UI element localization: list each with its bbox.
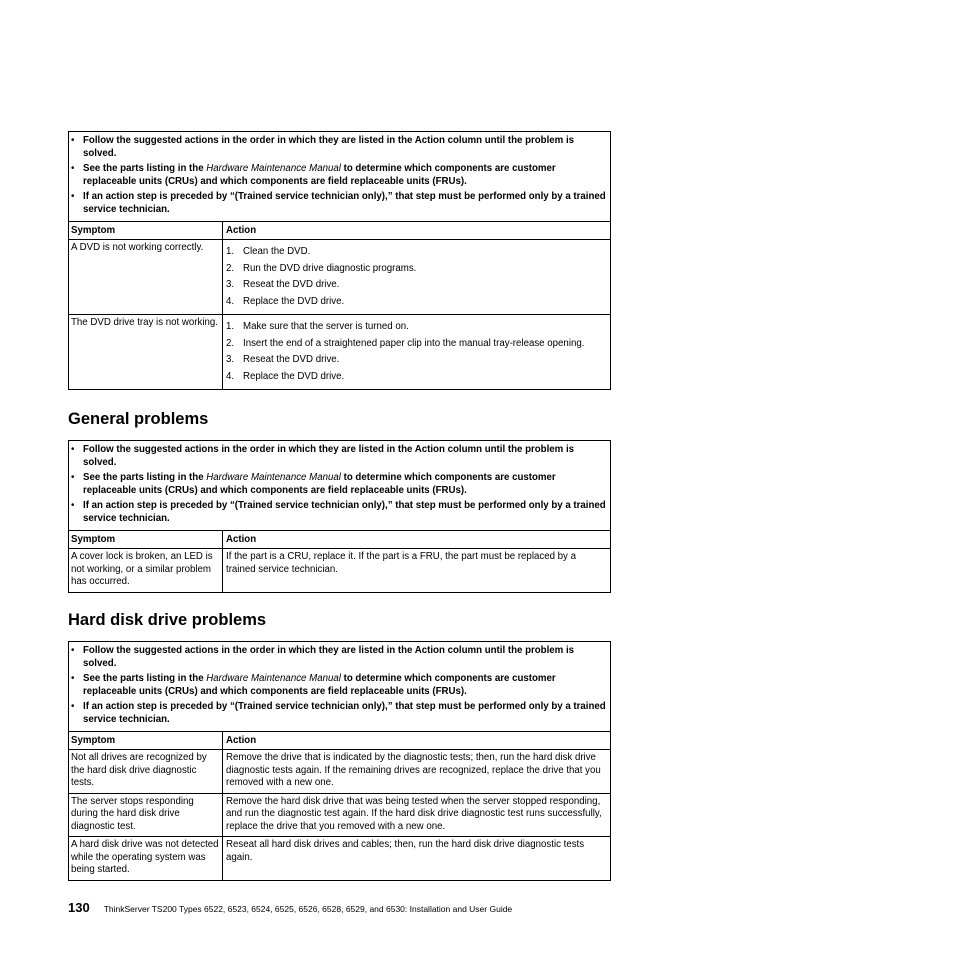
action-step: 1. Clean the DVD. <box>226 246 311 257</box>
manual-title: Hardware Maintenance Manual <box>206 163 341 174</box>
action-cell: Remove the drive that is indicated by the diagnostic tests; then, run the hard disk drive diagnostic tests again. If the remaining drives are recognized, replace the drive that you removed with a new one. <box>226 752 601 788</box>
note-item: • If an action step is preceded by “(Trained service technician only),” that step must be performed only by a trained service technician. <box>71 500 606 524</box>
table-row <box>69 315 610 389</box>
action-step: 4. Replace the DVD drive. <box>226 370 345 382</box>
action-cell: If the part is a CRU, replace it. If the part is a FRU, the part must be replaced by a trained service technician. <box>226 551 576 575</box>
table-header <box>69 222 610 240</box>
symptom-cell: A DVD is not working correctly. <box>69 240 223 314</box>
table-notes <box>69 441 610 531</box>
note-item: • See the parts listing in the Hardware Maintenance Manual to determine which components are customer replaceable units (CRUs) and which components are field replaceable units (FRUs). <box>71 673 556 697</box>
symptom-header: Symptom <box>69 222 223 239</box>
action-cell <box>223 240 610 314</box>
hdd-problems-table <box>68 641 611 881</box>
table-row <box>69 837 610 880</box>
table-row <box>69 240 610 315</box>
action-cell: Remove the hard disk drive that was being tested when the server stopped responding, and run the diagnostic test again. If the hard disk drive diagnostic test runs successfully, replace the drive that you removed with a new one. <box>226 795 602 832</box>
table-header <box>69 732 610 750</box>
action-cell <box>223 315 610 389</box>
symptom-cell: A hard disk drive was not detected while the operating system was being started. <box>69 837 223 880</box>
action-step: 4. Replace the DVD drive. <box>226 295 345 307</box>
document-title: ThinkServer TS200 Types 6522, 6523, 6524, 6525, 6526, 6528, 6529, and 6530: Installation and User Guide <box>103 904 513 914</box>
table-notes <box>69 642 610 732</box>
symptom-cell: The DVD drive tray is not working. <box>69 315 223 389</box>
table-row <box>69 750 610 794</box>
table-row <box>69 794 610 838</box>
note-item: • Follow the suggested actions in the order in which they are listed in the Action column until the problem is solved. <box>71 645 575 669</box>
table-row <box>69 549 610 592</box>
manual-title: Hardware Maintenance Manual <box>206 673 341 684</box>
note-item: • If an action step is preceded by “(Trained service technician only),” that step must be performed only by a trained service technician. <box>71 701 606 725</box>
symptom-cell: The server stops responding during the hard disk drive diagnostic test. <box>69 794 223 837</box>
action-header: Action <box>226 735 257 746</box>
action-step: 3. Reseat the DVD drive. <box>226 354 340 365</box>
note-item: • Follow the suggested actions in the order in which they are listed in the Action column until the problem is solved. <box>71 444 575 468</box>
action-cell: Reseat all hard disk drives and cables; then, run the hard disk drive diagnostic tests again. <box>226 839 585 863</box>
table-header <box>69 531 610 549</box>
symptom-header: Symptom <box>69 531 223 548</box>
note-item: • See the parts listing in the Hardware Maintenance Manual to determine which components are customer replaceable units (CRUs) and which components are field replaceable units (FRUs). <box>71 163 556 187</box>
action-step: 2. Run the DVD drive diagnostic programs. <box>226 262 417 274</box>
general-problems-heading: General problems <box>68 410 209 428</box>
action-step: 2. Insert the end of a straightened paper clip into the manual tray-release opening. <box>226 337 585 349</box>
table-notes <box>69 132 610 222</box>
action-header: Action <box>226 225 257 236</box>
action-step: 1. Make sure that the server is turned on. <box>226 321 409 332</box>
symptom-cell: A cover lock is broken, an LED is not working, or a similar problem has occurred. <box>69 549 223 592</box>
symptom-cell: Not all drives are recognized by the hard disk drive diagnostic tests. <box>69 750 223 793</box>
note-item: • Follow the suggested actions in the order in which they are listed in the Action column until the problem is solved. <box>71 135 575 159</box>
action-step: 3. Reseat the DVD drive. <box>226 279 340 290</box>
symptom-header: Symptom <box>69 732 223 749</box>
note-item: • If an action step is preceded by “(Trained service technician only),” that step must be performed only by a trained service technician. <box>71 191 606 215</box>
general-problems-table <box>68 440 611 593</box>
page-number: 130 <box>68 900 90 915</box>
page-footer <box>68 900 512 915</box>
note-item: • See the parts listing in the Hardware Maintenance Manual to determine which components are customer replaceable units (CRUs) and which components are field replaceable units (FRUs). <box>71 472 556 496</box>
hdd-problems-heading: Hard disk drive problems <box>68 611 267 629</box>
action-header: Action <box>226 534 257 545</box>
dvd-problems-table <box>68 131 611 390</box>
manual-title: Hardware Maintenance Manual <box>206 472 341 483</box>
